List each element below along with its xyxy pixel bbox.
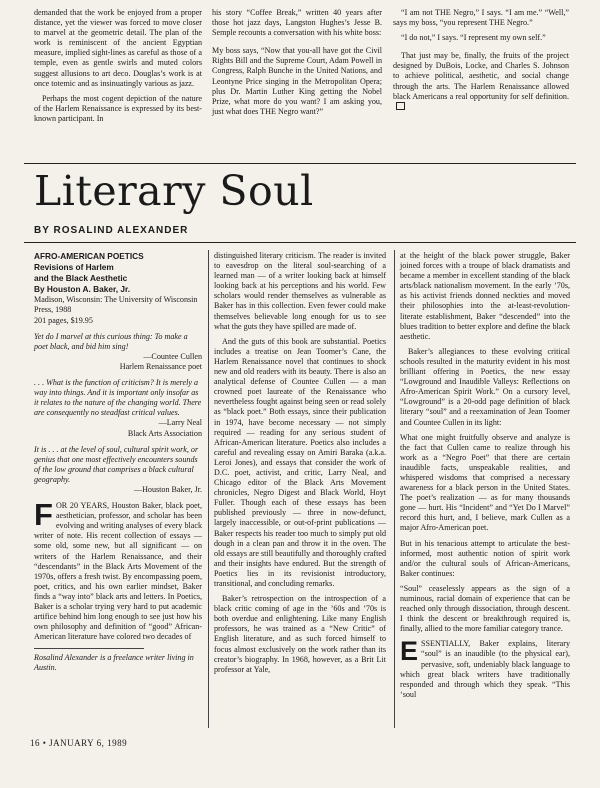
block-quote: “I do not,” I says. “I represent my own self.” <box>401 33 546 43</box>
epigraph-attribution: —Houston Baker, Jr. <box>133 484 202 494</box>
top-column-3 <box>393 8 569 117</box>
epigraph-attribution: Harlem Renaissance poet <box>119 361 202 371</box>
body-paragraph <box>400 636 570 700</box>
block-quote: What one might fruitfully observe and analyze is the fact that Cullen came to realize through his work as a “Negro Poet” that there are certain inaudible facts, unspeakable realities, and whispered wisdoms that comprised a necessary awareness for a black person in the United States. The poet’s realization — as for many thousands gone — hurt. His “Incident” and “Yet Do I Marvel” record this hurt, and, I believe, mark Cullen as a major Afro-American poet. <box>400 432 570 533</box>
section-divider <box>24 163 576 164</box>
article-column-1 <box>34 251 202 674</box>
article-column-2 <box>214 251 386 680</box>
epigraph-text: It is . . . at the level of soul, cultural spirit work, or genius that one most effectively encounters sounds of the low ground that comprises a black cultural geography. <box>34 444 199 484</box>
drop-cap: F <box>34 497 53 533</box>
body-paragraph: Baker’s retrospection on the introspection of a black critic coming of age in the ’60s and ’70s is both overdue and enlightening. Like many English professors, he was trained as a “New Critic” of English literature, and as such forced himself to focus almost exclusively on the work rather than its creator’s biography. In 1968, however, as a Brit Lit professor at Yale, <box>214 594 386 674</box>
byline: BY ROSALIND ALEXANDER <box>34 225 189 236</box>
body-text: SSENTIALLY, Baker explains, literary “soul” is an inaudible (to the physical ear), pervasive, soft, undeniably black language to which great black writers have traditionally responded and through which they speak. “This ‘soul <box>400 639 570 699</box>
drop-cap: E <box>400 636 419 667</box>
epigraph-text: Yet do I marvel at this curious thing: To make a poet black, and bid him sing! <box>34 331 188 351</box>
epigraph-attribution: —Larry Neal <box>158 418 202 428</box>
epigraph-attribution: Black Arts Association <box>127 428 202 438</box>
book-subtitle: Revisions of Harlem <box>34 262 114 273</box>
article-column-3 <box>400 251 570 705</box>
epigraph <box>34 445 202 495</box>
body-paragraph: And the guts of this book are substantial. Poetics includes a treatise on Jean Toomer’s Cane, the Harlem Renaissance novel that continues to shock new and old readers with its beauty. There is also an analytical defense of Countee Cullen — a man crowned poet laureate of the Renaissance who nevertheless fought against being seen or read solely as “black poet.” Both essays, since their publication in 1974, have become necessary — not simply required — reading for any serious student of African-American literature. Poetics also includes a careful and revealing essay on Amiri Baraka (a.k.a. Leroi Jones), and essays that consider the work of D.C. poet, activist, and critic, Larry Neal, and Chicago editor of the Black Arts Movement chronicles, Negro Digest and Black World, Hoyt Fuller. Though each of these essays has been published previously — three in now-defunct, largely inaccessible, or out-of-print publications — Baker respects his reader too much to simply put old dough in a clean pan and throw it in the oven. The old essays are still beautifully and thoroughly crafted and their insights have endured. But the strength of Poetics lies in its revisionist introductory, transitional, and concluding remarks. <box>214 336 386 588</box>
book-publisher: Madison, Wisconsin: The University of Wisconsin Press, 1988 <box>34 295 198 315</box>
column-divider <box>394 250 395 728</box>
article-title: Literary Soul <box>34 167 314 215</box>
block-quote: “Soul” ceaselessly appears as the sign of a numinous, racial domain of experience that can be reached only through dissociation, through descent. I think the descent or breakthrough required is, finally, allied to the more familiar category trance. <box>400 583 570 634</box>
paragraph: his story “Coffee Break,” written 40 years after those hot jazz days, Langston Hughes’s Jesse B. Semple recounts a conversation with his white boss: <box>212 8 382 38</box>
body-paragraph: Baker’s allegiances to these evolving critical schools resulted in the maturity evident in his most brilliant offering in Poetics, the new essay “Lowground and Inaudible Valleys: Reflections on Afro-American Spirit Work.” On a cursory level, “Lowground” is a 20-odd page definition of black literary “soul” and a reexamination of Jean Toomer and Countee Cullen in its light: <box>400 346 570 427</box>
author-bio: Rosalind Alexander is a freelance writer living in Austin. <box>34 653 194 673</box>
book-info <box>34 251 202 326</box>
column-divider <box>208 250 209 728</box>
bio-divider <box>34 648 144 649</box>
epigraph <box>34 378 202 439</box>
body-paragraph: distinguished literary criticism. The reader is invited to eavesdrop on the literal soul-searching of a learned man — of a writer looking back at himself looking back at his perceptions and his world. Few scholars would render themselves as vulnerable as Baker has in this collection. Even fewer could make themselves believable long enough for us to see what the guts they have spilled are made of. <box>214 251 386 331</box>
end-mark-icon <box>396 102 405 110</box>
block-quote: “I am not THE Negro,” I says. “I am me.” “Well,” says my boss, “you represent THE Negro.” <box>393 8 569 28</box>
top-column-2 <box>212 8 382 122</box>
block-quote: My boss says, “Now that you-all have got the Civil Rights Bill and the Supreme Court, Adam Powell in Congress, Ralph Bunche in the United Nations, and Leontyne Price singing in the Metropolitan Opera; plus Dr. Martin Luther King getting the Nobel Prize, what more do you want? I am asking you, just what does THE Negro want?” <box>212 46 382 116</box>
paragraph <box>393 51 569 112</box>
epigraph <box>34 332 202 372</box>
body-paragraph <box>34 497 202 642</box>
page-folio: 16 • JANUARY 6, 1989 <box>30 738 128 748</box>
top-column-1 <box>34 8 202 129</box>
book-author: By Houston A. Baker, Jr. <box>34 284 131 295</box>
paragraph: Perhaps the most cogent depiction of the nature of the Harlem Renaissance is expressed by its best-known participant. In <box>34 93 202 123</box>
paragraph-text: That just may be, finally, the fruits of the project designed by DuBois, Locke, and Charles S. Johnson to achieve political, aesthetic, and social change through the arts. The Harlem Renaissance allowed black Americans a real opportunity for self definition. <box>393 51 569 101</box>
epigraph-text: . . . What is the function of criticism? It is merely a way into things. And it is important only insofar as it relates to the nature of the changing world. There are consequently no steadfast critical values. <box>34 378 202 418</box>
body-text: OR 20 YEARS, Houston Baker, black poet, aesthetician, professor, and scholar has been evolving and writing analyses of every black writer of note. His recent collection of essays — some old, some new, but all significant — on writers of the Harlem Renaissance, and their “descendants” in the Black Arts Movement of the 1970s, offers a fresh twist. By encompassing poem, poet, critics, and his own earlier mindset, Baker finds a “way into” black arts and letters. In Poetics, Baker is a scholar trying very hard to put academic artifice behind him long enough to see just how his own philosophy and definition of “good” African-American literature have colored two decades of <box>34 501 202 642</box>
book-subtitle: and the Black Aesthetic <box>34 273 128 284</box>
epigraph-attribution: —Countee Cullen <box>143 351 202 361</box>
byline-divider <box>24 242 576 243</box>
body-paragraph: at the height of the black power struggle, Baker joined forces with a troupe of black dramatists and became a member in excellent standing of the black arts/black nationalism movement. In the early ’70s, as his activist friends donned neckties and moved their philosophies into the at-least-revolution-literate establishment, Baker “descended” into the blues tradition to better explore and define the black aesthetic. <box>400 251 570 341</box>
book-section: AFRO-AMERICAN POETICS <box>34 251 144 261</box>
paragraph: demanded that the work be enjoyed from a proper distance, yet the viewer was forced to move closer to marvel at the geometric detail. The plan of the work is reminiscent of the ancient Egyptian measure, implied sight-lines as careful as those of a temple, even as gentle swirls and muted colors suggest allusions to art deco. Douglas’s work is at once totemic and as insinuatingly various as jazz. <box>34 8 202 88</box>
body-paragraph: But in his tenacious attempt to articulate the best-informed, most authentic notion of spirit work and/or the cultural souls of African-Americans, Baker continues: <box>400 538 570 578</box>
book-price: 201 pages, $19.95 <box>34 315 93 325</box>
